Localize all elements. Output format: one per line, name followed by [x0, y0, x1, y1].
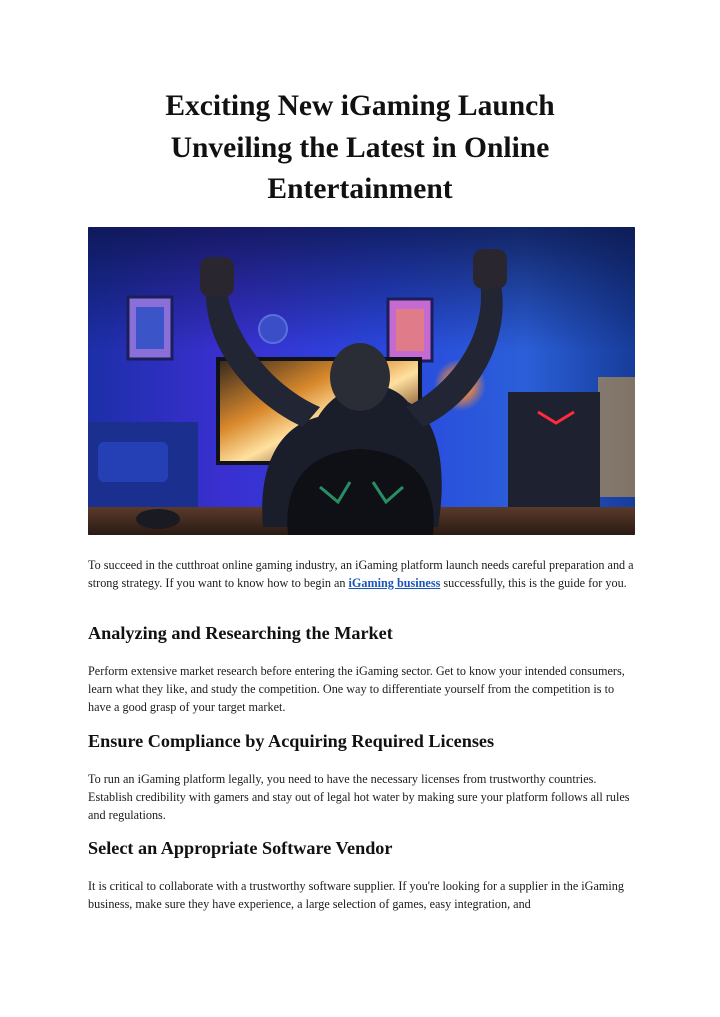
- intro-paragraph: [88, 556, 636, 592]
- section-text-vendor: It is critical to collaborate with a trustworthy software supplier. If you're looking for a supplier in the iGaming business, make sure they have experience, a large selection of games, easy integration, and: [88, 879, 624, 911]
- intro-text-after: successfully, this is the guide for you.: [440, 576, 627, 590]
- section-heading-vendor: Select an Appropriate Software Vendor: [88, 838, 393, 858]
- section-text-market: Perform extensive market research before entering the iGaming sector. Get to know your intended consumers, learn what they like, and study the competition. One way to differentiate yourself from the competition is to have a good grasp of your target market.: [88, 664, 625, 714]
- page-title: [88, 86, 632, 211]
- intro-text-before: To succeed in the cutthroat online gaming industry, an iGaming platform launch needs careful preparation and a strong strategy. If you want to know how to begin an: [88, 558, 634, 590]
- title-line-1: Exciting New iGaming Launch: [165, 90, 555, 122]
- section-heading-market: Analyzing and Researching the Market: [88, 623, 393, 643]
- igaming-business-link[interactable]: iGaming business: [348, 576, 441, 590]
- section-heading-licenses: Ensure Compliance by Acquiring Required Licenses: [88, 731, 495, 751]
- title-line-3: Entertainment: [267, 173, 453, 205]
- hero-image: [88, 227, 635, 535]
- title-line-2: Unveiling the Latest in Online: [170, 131, 550, 164]
- section-text-licenses: To run an iGaming platform legally, you need to have the necessary licenses from trustworthy countries. Establish credibility with gamers and stay out of legal hot water by making sure your platform follows all rules and regulations.: [88, 772, 630, 822]
- gamer-celebrating-photo-icon: [88, 227, 635, 535]
